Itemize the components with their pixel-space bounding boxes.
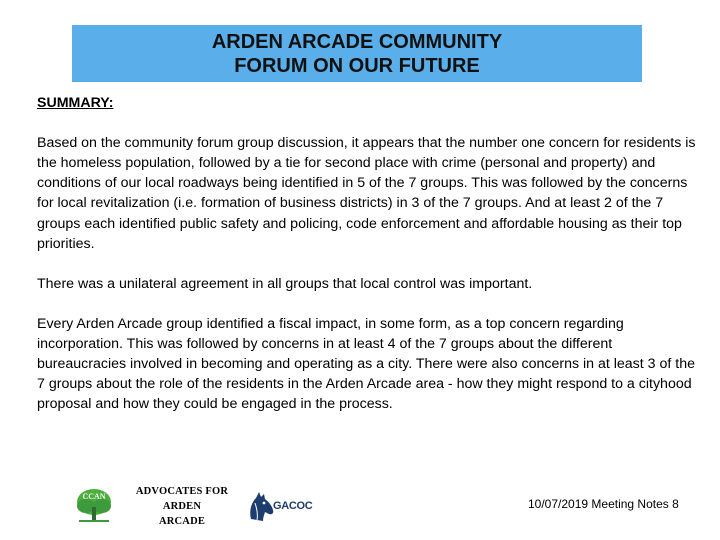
summary-paragraph-3: Every Arden Arcade group identified a fiscal impact, in some form, as a top concern regarding incorporation. This was followed by concerns in at least 4 of the 7 groups about the different bureaucracies involved in becoming and operating as a city. There were also concerns in at least 3 of the 7 groups about the role of the residents in the Arden Arcade area - how they might respond to a cityhood proposal and how they could be engaged in the process.: [37, 316, 695, 413]
ccan-logo: [75, 485, 113, 527]
title-banner: [72, 25, 642, 82]
meeting-notes-footer: 10/07/2019 Meeting Notes 8: [528, 497, 679, 511]
footer-logos: [75, 484, 312, 528]
ccan-logo-text: CCAN: [82, 492, 106, 501]
gacoc-logo-text: GACOC: [273, 500, 313, 512]
title-line-2: FORUM ON OUR FUTURE: [234, 54, 480, 77]
gacoc-logo: [247, 489, 312, 523]
title-line-1: ARDEN ARCADE COMMUNITY: [211, 30, 503, 53]
advocates-for-arden-arcade-logo: [127, 484, 237, 529]
summary-heading: SUMMARY:: [37, 95, 114, 111]
advocates-line-2: ARCADE: [158, 515, 206, 527]
summary-section: [37, 93, 705, 435]
summary-paragraph-2: There was a unilateral agreement in all groups that local control was important.: [37, 275, 533, 292]
horse-head-icon: [247, 489, 275, 523]
summary-paragraph-1: Based on the community forum group discussion, it appears that the number one concern for residents is the homeless population, followed by a tie for second place with crime (personal and property) and conditions of our local roadways being identified in 5 of the 7 groups. This was followed by the concerns for local revitalization (i.e. formation of business districts) in 3 of the 7 groups. And at least 2 of the 7 groups each identified public safety and policing, code enforcement and affordable housing as their top priorities.: [37, 135, 696, 252]
advocates-line-1: ADVOCATES FOR ARDEN: [135, 485, 229, 512]
